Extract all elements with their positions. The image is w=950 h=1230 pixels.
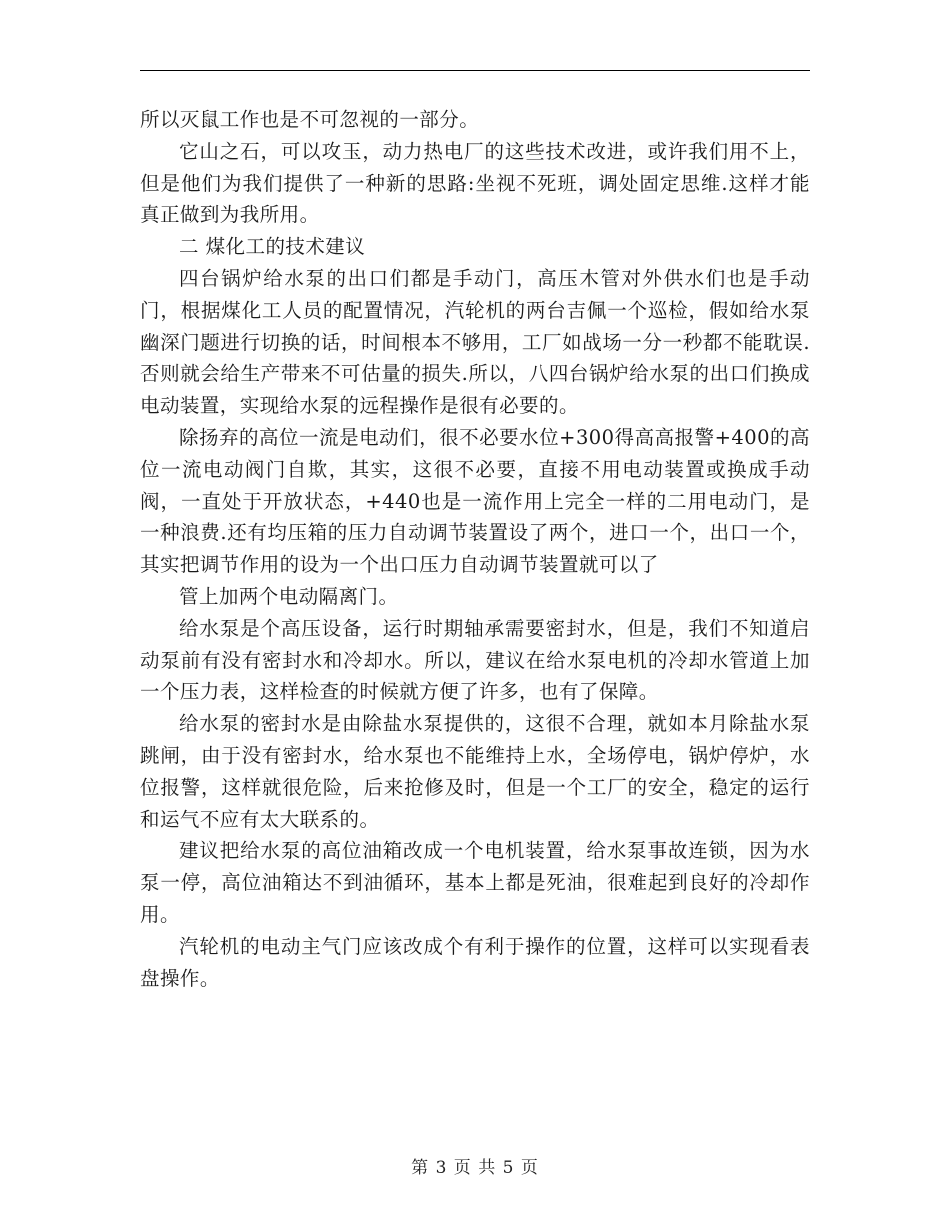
- body-text: [140, 104, 810, 994]
- paragraph-8: 建议把给水泵的高位油箱改成一个电机装置，给水泵事故连锁，因为水泵一停，高位油箱达不到油循环，基本上都是死油，很难起到良好的冷却作用。: [140, 839, 810, 926]
- paragraph-3: 四台锅炉给水泵的出口们都是手动门，高压木管对外供水们也是手动门，根据煤化工人员的配置情况，汽轮机的两台吉佩一个巡检，假如给水泵幽深门题进行切换的话，时间根本不够用，工厂如战场一分一秒都不能耽误.否则就会给生产带来不可估量的损失.所以，八四台锅炉给水泵的出口们换成电动装置，实现给水泵的远程操作是很有必要的。: [140, 266, 810, 418]
- paragraph-7: 给水泵的密封水是由除盐水泵提供的，这很不合理，就如本月除盐水泵跳闸，由于没有密封水，给水泵也不能维持上水，全场停电，锅炉停炉，水位报警，这样就很危险，后来抢修及时，但是一个工厂的安全，稳定的运行和运气不应有太大联系的。: [140, 712, 810, 831]
- section-heading: 二 煤化工的技术建议: [179, 235, 366, 259]
- paragraph-4: 除扬弃的高位一流是电动们，很不必要水位+300得高高报警+400的高位一流电动阀门自欺，其实，这很不必要，直接不用电动装置或换成手动阀，一直处于开放状态，+440也是一流作用上完全一样的二用电动门，是一种浪费.还有均压箱的压力自动调节装置设了两个，进口一个，出口一个，其实把调节作用的设为一个出口压力自动调节装置就可以了: [140, 425, 810, 577]
- paragraph-9: 汽轮机的电动主气门应该改成个有利于操作的位置，这样可以实现看表盘操作。: [140, 934, 810, 990]
- paragraph-5: 管上加两个电动隔离门。: [179, 584, 399, 608]
- paragraph-2: 它山之石，可以攻玉，动力热电厂的这些技术改进，或许我们用不上，但是他们为我们提供了一种新的思路:坐视不死班，调处固定思维.这样才能真正做到为我所用。: [140, 139, 810, 227]
- paragraph-1: 所以灭鼠工作也是不可忽视的一部分。: [140, 108, 480, 131]
- page-number: 第 3 页 共 5 页: [411, 1158, 539, 1178]
- paragraph-6: 给水泵是个高压设备，运行时期轴承需要密封水，但是，我们不知道启动泵前有没有密封水和冷却水。所以，建议在给水泵电机的冷却水管道上加一个压力表，这样检查的时候就方便了许多，也有了保障。: [140, 616, 810, 704]
- header-rule: [140, 70, 810, 71]
